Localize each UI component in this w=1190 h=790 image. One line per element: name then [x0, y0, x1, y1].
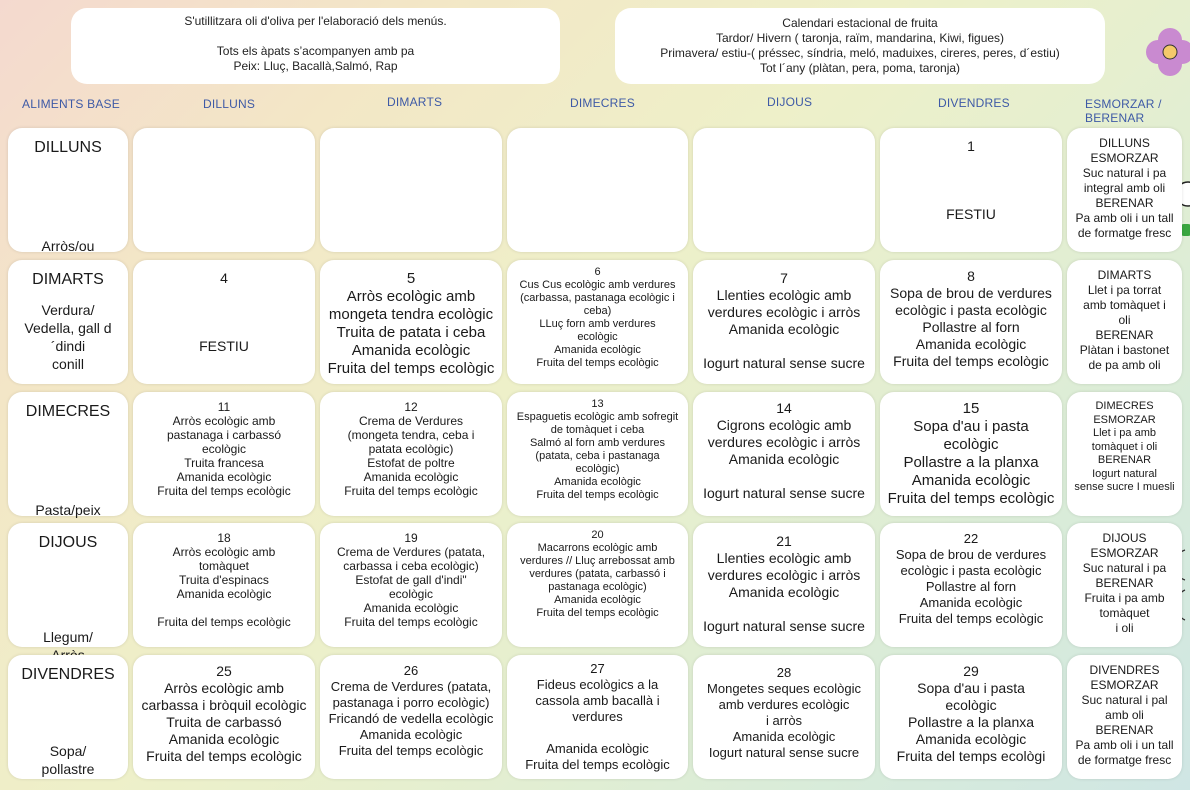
menu-cell-monday: [133, 260, 315, 384]
breakfast-line: de formatge fresc: [1077, 753, 1172, 767]
breakfast-line: ESMORZAR: [1093, 413, 1156, 426]
spacer: [8, 289, 128, 301]
dish-line: Amanida ecològic: [915, 731, 1027, 747]
dish-line: tomàquet: [198, 559, 250, 573]
base-food-cell: [8, 392, 128, 516]
breakfast-line: DIJOUS: [1102, 531, 1147, 545]
dish-line: Espaguetis ecològic amb sofregit: [516, 411, 679, 423]
breakfast-line: DIMARTS: [1097, 268, 1152, 282]
header-breakfast-snack: [1085, 97, 1162, 125]
menu-cell-tuesday: [320, 260, 502, 384]
dish-line: Llenties ecològic amb: [716, 287, 852, 303]
dish-line: Sopa de brou de verdures: [895, 547, 1047, 562]
dish-line: Salmó al forn amb verdures: [529, 437, 666, 449]
breakfast-line: Llet i pa amb: [1093, 427, 1156, 439]
menu-cell-monday: [133, 523, 315, 647]
breakfast-line: BERENAR: [1095, 328, 1154, 342]
breakfast-line: de formatge fresc: [1077, 226, 1172, 240]
dish-line: Fruita del temps ecològic: [157, 484, 291, 498]
dish-line: de tomàquet i ceba: [550, 424, 645, 436]
dish-line: Fruita del temps ecològic: [338, 743, 484, 758]
dish-line: verdures ecològic i arròs: [707, 304, 861, 320]
dish-line: Fideus ecològics a la: [536, 677, 659, 692]
dish-line: Truita de patata i ceba: [336, 324, 486, 341]
breakfast-line: BERENAR: [1095, 576, 1154, 590]
breakfast-line: amb tomàquet i: [1083, 298, 1166, 312]
breakfast-line: ESMORZAR: [1090, 151, 1159, 165]
dish-line: Amanida ecològic: [176, 587, 272, 601]
dish-line: Sopa d'au i pasta: [913, 418, 1029, 435]
dish-line: ecològic: [201, 442, 247, 456]
breakfast-line: DIMECRES: [1095, 400, 1154, 412]
line-gap: [880, 155, 1062, 172]
date-number: 14: [776, 400, 792, 416]
dish-line: FESTIU: [199, 338, 249, 354]
dish-line: Truita de carbassó: [166, 714, 282, 730]
breakfast-snack-cell: [1067, 523, 1182, 647]
dish-line: pastanaga ecològic): [548, 581, 647, 593]
date-number: 19: [404, 531, 418, 545]
dish-line: Fricandó de vedella ecològic: [328, 711, 494, 726]
menu-cell-friday: [880, 128, 1062, 252]
menu-cell-friday: [880, 523, 1062, 647]
menu-cell-monday: [133, 655, 315, 779]
date-number: 1: [967, 138, 975, 154]
base-food-label: conill: [52, 356, 84, 372]
dish-line: Amanida ecològic: [728, 451, 840, 467]
dish-line: Amanida ecològic: [168, 731, 280, 747]
date-number: 11: [217, 400, 231, 414]
menu-cell-tuesday: [320, 392, 502, 516]
dish-line: ecològic: [577, 331, 618, 343]
spacer: [8, 157, 128, 237]
dish-line: FESTIU: [946, 206, 996, 222]
menu-cell-tuesday: [320, 523, 502, 647]
note-line: [71, 29, 560, 44]
dish-line: carbassa i bròquil ecològic: [141, 697, 307, 713]
breakfast-line: Suc natural i pa: [1082, 561, 1167, 575]
base-food-label: Vedella, gall d: [24, 320, 112, 336]
breakfast-line: BERENAR: [1095, 196, 1154, 210]
dish-line: Iogurt natural sense sucre: [708, 745, 860, 760]
dish-line: Iogurt natural sense sucre: [703, 618, 865, 634]
breakfast-line: ESMORZAR: [1090, 678, 1159, 692]
base-food-cell: [8, 523, 128, 647]
date-number: 26: [403, 663, 419, 678]
dish-line: Truita francesa: [184, 456, 264, 470]
breakfast-line: Pa amb oli i un tall: [1075, 211, 1174, 225]
menu-cell-monday: [133, 392, 315, 516]
dish-line: verdures ecològic i arròs: [707, 567, 861, 583]
dish-line: pastanaga i porro ecològic): [332, 695, 490, 710]
line-gap: [880, 172, 1062, 189]
menu-cell-friday: [880, 655, 1062, 779]
date-number: 7: [780, 270, 788, 286]
dish-line: Iogurt natural sense sucre: [703, 355, 865, 371]
dish-line: Pollastre a la planxa: [903, 454, 1039, 471]
breakfast-line: Plàtan i bastonet: [1079, 343, 1170, 357]
base-food-label: Verdura/: [41, 302, 95, 318]
dish-line: Sopa de brou de verdures: [890, 285, 1052, 301]
dish-line: Arròs ecològic amb: [172, 414, 276, 428]
line-gap: [133, 304, 315, 321]
dish-line: Fruita del temps ecològic: [344, 615, 478, 629]
dish-line: Fruita del temps ecològic: [525, 757, 670, 772]
dish-line: Iogurt natural sense sucre: [703, 485, 865, 501]
dish-line: ecològic: [388, 587, 434, 601]
date-number: 25: [216, 663, 232, 679]
dish-line: Cus Cus ecològic amb verdures: [519, 279, 676, 291]
header-line: ESMORZAR /: [1085, 97, 1162, 111]
dish-line: ceba): [583, 305, 612, 317]
note-line: Primavera/ estiu-( préssec, síndria, meló, maduixes, cireres, peres, d´estiu): [660, 46, 1060, 60]
breakfast-snack-cell: [1067, 655, 1182, 779]
menu-cell-thursday: [693, 128, 875, 252]
dish-line: Crema de Verdures (patata,: [336, 545, 486, 559]
base-food-cell: [8, 128, 128, 252]
line-gap: [880, 189, 1062, 206]
breakfast-line: integral amb oli: [1083, 181, 1166, 195]
dish-line: Fruita del temps ecològic: [344, 484, 478, 498]
date-number: 18: [217, 531, 231, 545]
dish-line: amb verdures ecològic: [718, 697, 850, 712]
date-number: 21: [776, 533, 792, 549]
breakfast-line: sense sucre I muesli: [1074, 481, 1175, 493]
menu-cell-friday: [880, 260, 1062, 384]
base-food-label: Arròs/ou: [41, 238, 95, 254]
dish-line: Fruita del temps ecològic: [898, 611, 1044, 626]
day-label: DIJOUS: [38, 534, 98, 551]
dish-line: Amanida ecològic: [911, 472, 1031, 489]
dish-line: Estofat de poltre: [367, 456, 455, 470]
dish-line: mongeta tendra ecològic: [328, 306, 494, 323]
dish-line: Amanida ecològic: [728, 584, 840, 600]
dish-line: Pollastre a la planxa: [907, 714, 1035, 730]
dish-line: verdures (patata, carbassó i: [529, 568, 666, 580]
dish-line: verdures // Lluç arrebossat amb: [520, 555, 675, 567]
breakfast-line: Fruita i pa amb: [1084, 591, 1165, 605]
dish-line: Amanida ecològic: [732, 729, 836, 744]
spacer: [8, 684, 128, 742]
date-number: 13: [591, 398, 604, 410]
breakfast-snack-cell: [1067, 128, 1182, 252]
menu-cell-thursday: [693, 655, 875, 779]
dish-line: Pollastre al forn: [925, 579, 1017, 594]
line-gap: [693, 601, 875, 618]
dish-line: Mongetes seques ecològic: [707, 681, 861, 696]
dish-line: (patata, ceba i pastanaga: [535, 450, 660, 462]
breakfast-line: DILLUNS: [1099, 136, 1150, 150]
dish-line: verdures: [572, 709, 623, 724]
date-number: 8: [967, 268, 975, 284]
dish-line: Sopa d'au i pasta: [917, 680, 1025, 696]
breakfast-line: ESMORZAR: [1090, 546, 1159, 560]
date-number: 29: [963, 663, 979, 679]
menu-cell-wednesday: [507, 523, 688, 647]
breakfast-line: BERENAR: [1097, 454, 1152, 466]
dish-line: Amanida ecològic: [359, 727, 463, 742]
breakfast-line: de pa amb oli: [1088, 358, 1161, 372]
dish-line: cassola amb bacallà i: [535, 693, 660, 708]
base-food-cell: [8, 260, 128, 384]
dish-line: Fruita del temps ecològic: [536, 607, 659, 619]
base-food-label: Pasta/peix: [35, 502, 101, 518]
dish-line: Fruita del temps ecològic: [157, 615, 291, 629]
dish-line: Cigrons ecològic amb: [716, 417, 852, 433]
breakfast-line: DIVENDRES: [1089, 663, 1160, 677]
header-friday: DIVENDRES: [938, 96, 1010, 110]
dish-line: Estofat de gall d'indi": [355, 573, 467, 587]
menu-cell-tuesday: [320, 128, 502, 252]
note-line: Tots els àpats s’acompanyen amb pa: [216, 44, 415, 58]
menu-cell-thursday: [693, 392, 875, 516]
dish-line: Crema de Verdures (patata,: [330, 679, 492, 694]
menu-cell-thursday: [693, 523, 875, 647]
dish-line: Amanida ecològic: [351, 342, 471, 359]
date-number: 5: [406, 270, 416, 287]
dish-line: carbassa i ceba ecològic): [343, 559, 479, 573]
dish-line: Amanida ecològic: [546, 741, 649, 756]
dish-line: Amanida ecològic: [554, 594, 641, 606]
dish-line: LLuç forn amb verdures: [539, 318, 656, 330]
dish-line: Macarrons ecològic amb: [537, 542, 658, 554]
dish-line: Amanida ecològic: [915, 336, 1027, 352]
menu-cell-wednesday: [507, 128, 688, 252]
oil-and-bread-note: [71, 8, 560, 84]
breakfast-line: tomàquet i oli: [1091, 440, 1158, 453]
menu-cell-friday: [880, 392, 1062, 516]
header-wednesday: DIMECRES: [570, 96, 635, 110]
header-tuesday: DIMARTS: [387, 95, 443, 109]
breakfast-line: Iogurt natural: [1092, 467, 1157, 480]
base-food-label: Sopa/: [49, 743, 87, 759]
breakfast-line: BERENAR: [1095, 723, 1154, 737]
dish-line: Arròs ecològic amb: [172, 545, 276, 559]
date-number: 12: [404, 400, 418, 414]
date-number: 4: [220, 270, 228, 286]
dish-line: ecològic): [575, 463, 620, 475]
breakfast-line: oli: [1118, 313, 1131, 327]
dish-line: Amanida ecològic: [176, 470, 272, 484]
menu-cell-wednesday: [507, 655, 688, 779]
date-number: 27: [590, 661, 605, 676]
breakfast-snack-cell: [1067, 260, 1182, 384]
dish-line: Fruita del temps ecològic: [887, 490, 1055, 507]
breakfast-snack-cell: [1067, 392, 1182, 516]
breakfast-line: amb oli: [1105, 708, 1144, 722]
date-number: 20: [591, 529, 604, 541]
breakfast-line: tomàquet: [1099, 606, 1150, 620]
menu-cell-wednesday: [507, 392, 688, 516]
dish-line: ecològic: [943, 436, 999, 453]
date-number: 22: [963, 531, 979, 546]
base-food-label: ´dindi: [50, 338, 86, 354]
dish-line: verdures ecològic i arròs: [707, 434, 861, 450]
dish-line: Fruita del temps ecològic: [893, 353, 1049, 369]
breakfast-line: Pa amb oli i un tall: [1075, 738, 1174, 752]
date-number: 15: [962, 400, 980, 417]
dish-line: i arròs: [765, 713, 803, 728]
note-line: Tardor/ Hivern ( taronja, raïm, mandarina, Kiwi, figues): [715, 31, 1005, 45]
date-number: 28: [776, 665, 792, 680]
dish-line: Amanida ecològic: [728, 321, 840, 337]
breakfast-line: Llet i pa torrat: [1087, 283, 1162, 297]
dish-line: Llenties ecològic amb: [716, 550, 852, 566]
spacer: [8, 421, 128, 501]
line-gap: [507, 725, 688, 741]
dish-line: Fruita del temps ecològic: [327, 360, 495, 377]
breakfast-line: Suc natural i pal: [1081, 693, 1168, 707]
dish-line: Fruita del temps ecològic: [146, 748, 302, 764]
base-food-cell: [8, 655, 128, 779]
header-line: BERENAR: [1085, 111, 1145, 125]
breakfast-line: i oli: [1115, 621, 1134, 635]
day-label: DIVENDRES: [21, 666, 115, 683]
dish-line: Fruita del temps ecològic: [536, 489, 659, 501]
line-gap: [693, 468, 875, 485]
base-food-label: Llegum/: [43, 629, 93, 645]
dish-line: Amanida ecològic: [554, 476, 641, 488]
header-monday: DILLUNS: [203, 97, 256, 111]
header-thursday: DIJOUS: [767, 95, 813, 109]
dish-line: (mongeta tendra, ceba i: [347, 428, 475, 442]
day-label: DIMECRES: [25, 403, 111, 420]
dish-line: patata ecològic): [368, 442, 454, 456]
base-food-label: pollastre: [41, 761, 95, 777]
dish-line: Amanida ecològic: [554, 344, 641, 356]
dish-line: Amanida ecològic: [363, 601, 459, 615]
note-line: Peix: Lluç, Bacallà,Salmó, Rap: [233, 59, 398, 73]
dish-line: Pollastre al forn: [922, 319, 1020, 335]
dish-line: Arròs ecològic amb: [164, 680, 284, 696]
note-line: S'utillitzara oli d'oliva per l'elaboració dels menús.: [184, 14, 447, 28]
day-label: DILLUNS: [34, 139, 102, 156]
spacer: [8, 552, 128, 628]
dish-line: ecològic i pasta ecològic: [900, 563, 1042, 578]
line-gap: [693, 338, 875, 355]
menu-cell-tuesday: [320, 655, 502, 779]
dish-line: Amanida ecològic: [919, 595, 1023, 610]
date-number: 6: [594, 266, 601, 278]
note-line: Tot l´any (plàtan, pera, poma, taronja): [759, 61, 961, 75]
breakfast-line: Suc natural i pa: [1082, 166, 1167, 180]
flower-decoration-icon: [1140, 20, 1190, 90]
dish-line: ecològic: [945, 697, 997, 713]
line-gap: [133, 601, 315, 615]
dish-line: pastanaga i carbassó: [166, 428, 282, 442]
dish-line: Fruita del temps ecològi: [896, 748, 1046, 764]
menu-cell-wednesday: [507, 260, 688, 384]
note-line: Calendari estacional de fruita: [782, 16, 938, 30]
dish-line: Amanida ecològic: [363, 470, 459, 484]
menu-cell-thursday: [693, 260, 875, 384]
day-label: DIMARTS: [32, 271, 104, 288]
menu-cell-monday: [133, 128, 315, 252]
line-gap: [133, 321, 315, 338]
dish-line: Arròs ecològic amb: [346, 288, 476, 305]
header-base-foods: ALIMENTS BASE: [22, 97, 120, 111]
fruit-calendar-note: [615, 8, 1105, 84]
line-gap: [133, 287, 315, 304]
dish-line: Truita d'espinacs: [179, 573, 269, 587]
dish-line: (carbassa, pastanaga ecològic i: [520, 292, 675, 304]
dish-line: Fruita del temps ecològic: [536, 357, 659, 369]
dish-line: ecològic i pasta ecològic: [895, 302, 1047, 318]
dish-line: Crema de Verdures: [358, 414, 464, 428]
